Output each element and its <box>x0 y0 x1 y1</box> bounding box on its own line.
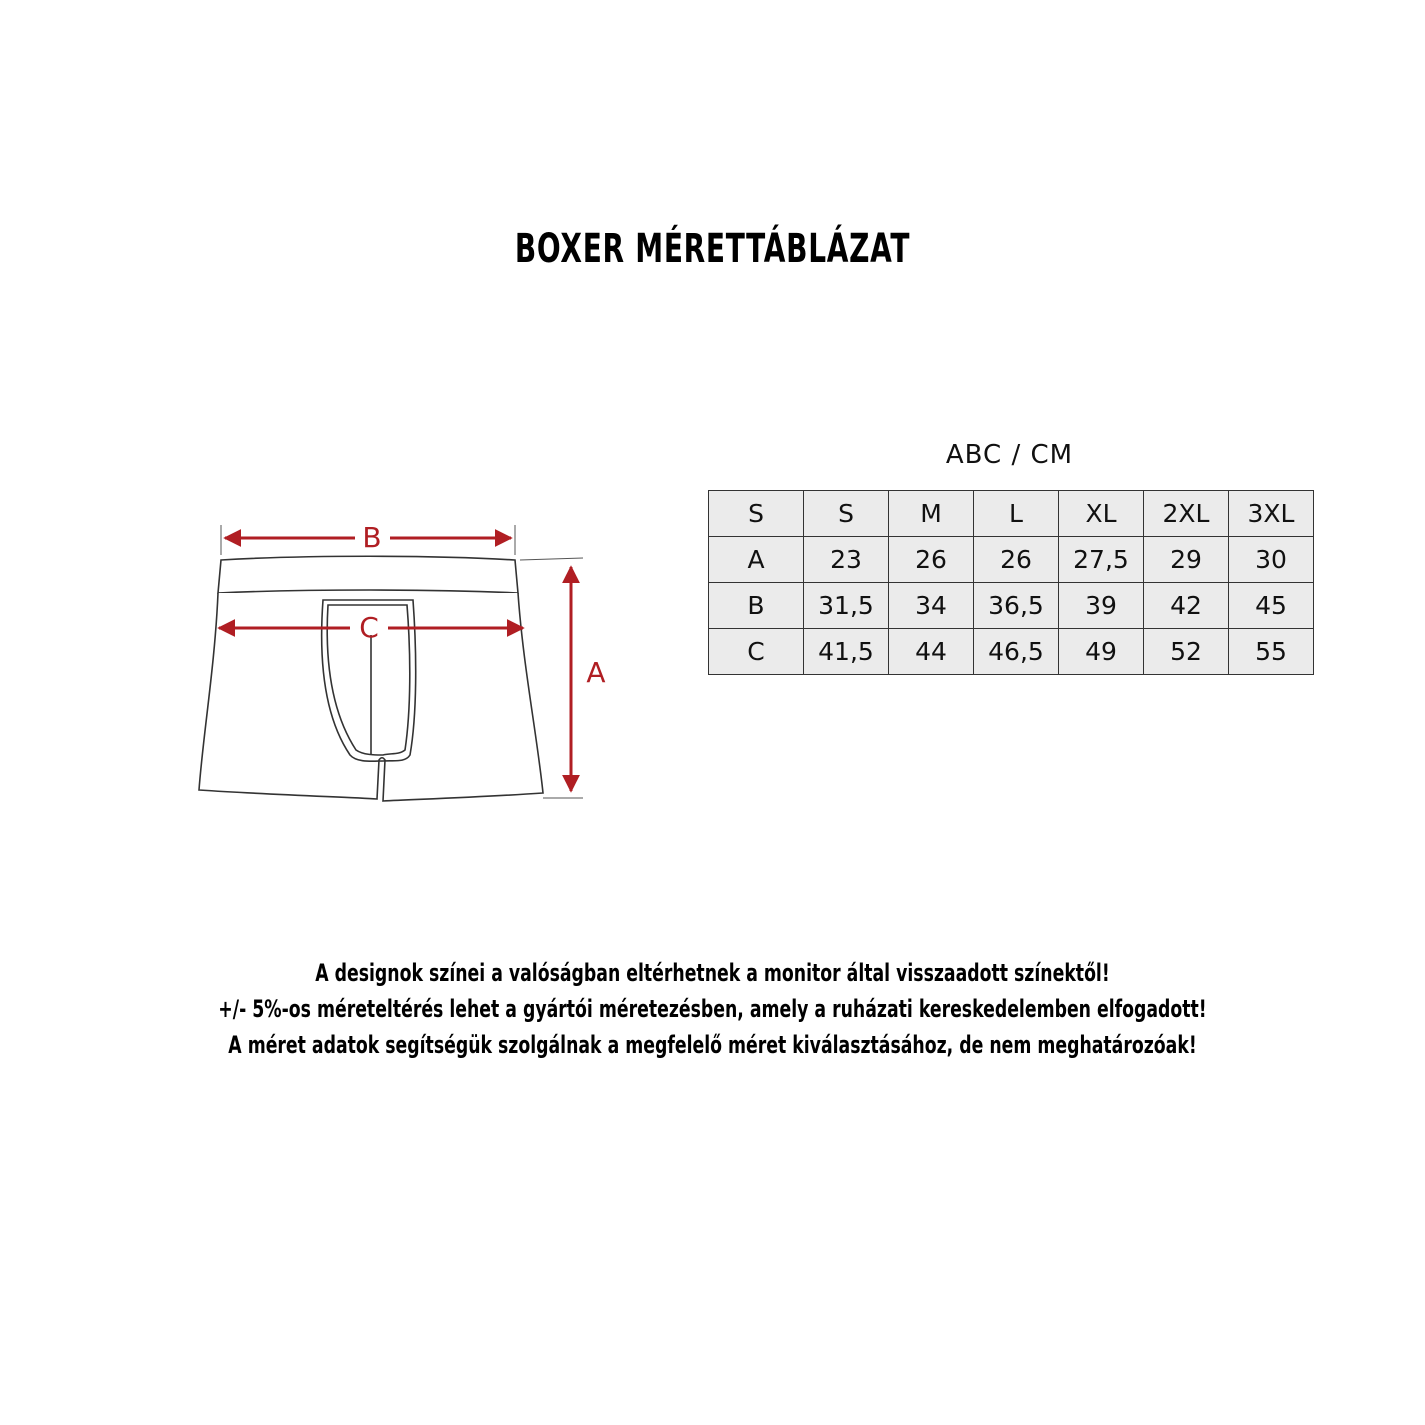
table-cell: 26 <box>974 537 1059 583</box>
table-cell: 41,5 <box>804 629 889 675</box>
measure-b <box>225 521 511 554</box>
measure-a-label: A <box>586 656 606 689</box>
header-cell: XL <box>1059 491 1144 537</box>
table-cell: 45 <box>1229 583 1314 629</box>
table-cell: 36,5 <box>974 583 1059 629</box>
table-cell: 55 <box>1229 629 1314 675</box>
table-cell: 23 <box>804 537 889 583</box>
table-cell: 31,5 <box>804 583 889 629</box>
page-title: BOXER MÉRETTÁBLÁZAT <box>514 226 911 272</box>
table-cell: 29 <box>1144 537 1229 583</box>
header-cell: M <box>889 491 974 537</box>
table-row <box>709 583 1314 629</box>
table-cell: 34 <box>889 583 974 629</box>
table-cell: 30 <box>1229 537 1314 583</box>
header-cell: 2XL <box>1144 491 1229 537</box>
header-cell: S <box>709 491 804 537</box>
table-cell: 39 <box>1059 583 1144 629</box>
measure-c-label: C <box>359 611 379 644</box>
note-line: A méret adatok segítségük szolgálnak a megfelelő méret kiválasztásához, de nem meghatározóak! <box>228 1031 1197 1059</box>
table-row <box>709 629 1314 675</box>
note-line: +/- 5%-os méreteltérés lehet a gyártói méretezésben, amely a ruházati kereskedelemben elfogadott! <box>218 995 1207 1023</box>
table-header-row <box>709 491 1314 537</box>
row-label: C <box>709 629 804 675</box>
disclaimer-notes <box>0 955 1425 1063</box>
row-label: A <box>709 537 804 583</box>
size-table <box>708 490 1314 675</box>
header-cell: L <box>974 491 1059 537</box>
measure-a <box>571 567 606 791</box>
boxer-diagram <box>185 505 645 825</box>
note-line: A designok színei a valóságban eltérhetnek a monitor által visszaadott színektől! <box>315 959 1110 987</box>
table-cell: 42 <box>1144 583 1229 629</box>
table-cell: 46,5 <box>974 629 1059 675</box>
measure-b-label: B <box>362 521 382 554</box>
boxer-outline <box>199 556 543 801</box>
table-row <box>709 537 1314 583</box>
table-cell: 27,5 <box>1059 537 1144 583</box>
row-label: B <box>709 583 804 629</box>
table-cell: 44 <box>889 629 974 675</box>
table-cell: 26 <box>889 537 974 583</box>
table-cell: 49 <box>1059 629 1144 675</box>
header-cell: 3XL <box>1229 491 1314 537</box>
table-cell: 52 <box>1144 629 1229 675</box>
unit-label: ABC / CM <box>945 440 1074 470</box>
header-cell: S <box>804 491 889 537</box>
